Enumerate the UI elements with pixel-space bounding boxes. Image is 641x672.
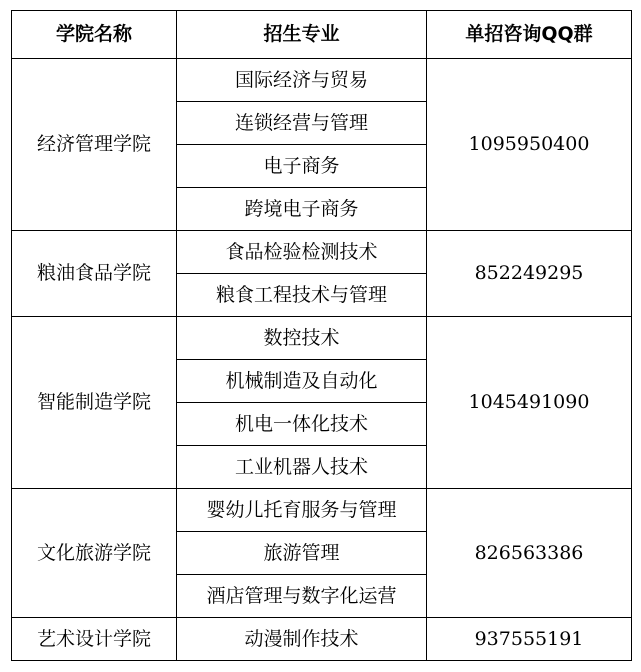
table-row	[12, 231, 632, 274]
major-name: 跨境电子商务	[177, 188, 427, 231]
qq-group-number: 826563386	[427, 489, 632, 618]
college-name: 文化旅游学院	[12, 489, 177, 618]
header-college: 学院名称	[12, 11, 177, 59]
header-major: 招生专业	[177, 11, 427, 59]
table-row	[12, 489, 632, 532]
major-name: 婴幼儿托育服务与管理	[177, 489, 427, 532]
major-name: 国际经济与贸易	[177, 59, 427, 102]
table-row	[12, 618, 632, 661]
major-name: 电子商务	[177, 145, 427, 188]
header-row	[12, 11, 632, 59]
college-name: 粮油食品学院	[12, 231, 177, 317]
college-name: 智能制造学院	[12, 317, 177, 489]
major-name: 机电一体化技术	[177, 403, 427, 446]
major-name: 动漫制作技术	[177, 618, 427, 661]
enrollment-qq-table	[11, 10, 632, 661]
major-name: 粮食工程技术与管理	[177, 274, 427, 317]
college-name: 艺术设计学院	[12, 618, 177, 661]
header-qq: 单招咨询QQ群	[427, 11, 632, 59]
qq-group-number: 937555191	[427, 618, 632, 661]
qq-group-number: 1045491090	[427, 317, 632, 489]
major-name: 数控技术	[177, 317, 427, 360]
major-name: 酒店管理与数字化运营	[177, 575, 427, 618]
college-name: 经济管理学院	[12, 59, 177, 231]
major-name: 连锁经营与管理	[177, 102, 427, 145]
table-row	[12, 59, 632, 102]
table-row	[12, 317, 632, 360]
qq-group-number: 852249295	[427, 231, 632, 317]
major-name: 工业机器人技术	[177, 446, 427, 489]
major-name: 旅游管理	[177, 532, 427, 575]
major-name: 食品检验检测技术	[177, 231, 427, 274]
major-name: 机械制造及自动化	[177, 360, 427, 403]
qq-group-number: 1095950400	[427, 59, 632, 231]
